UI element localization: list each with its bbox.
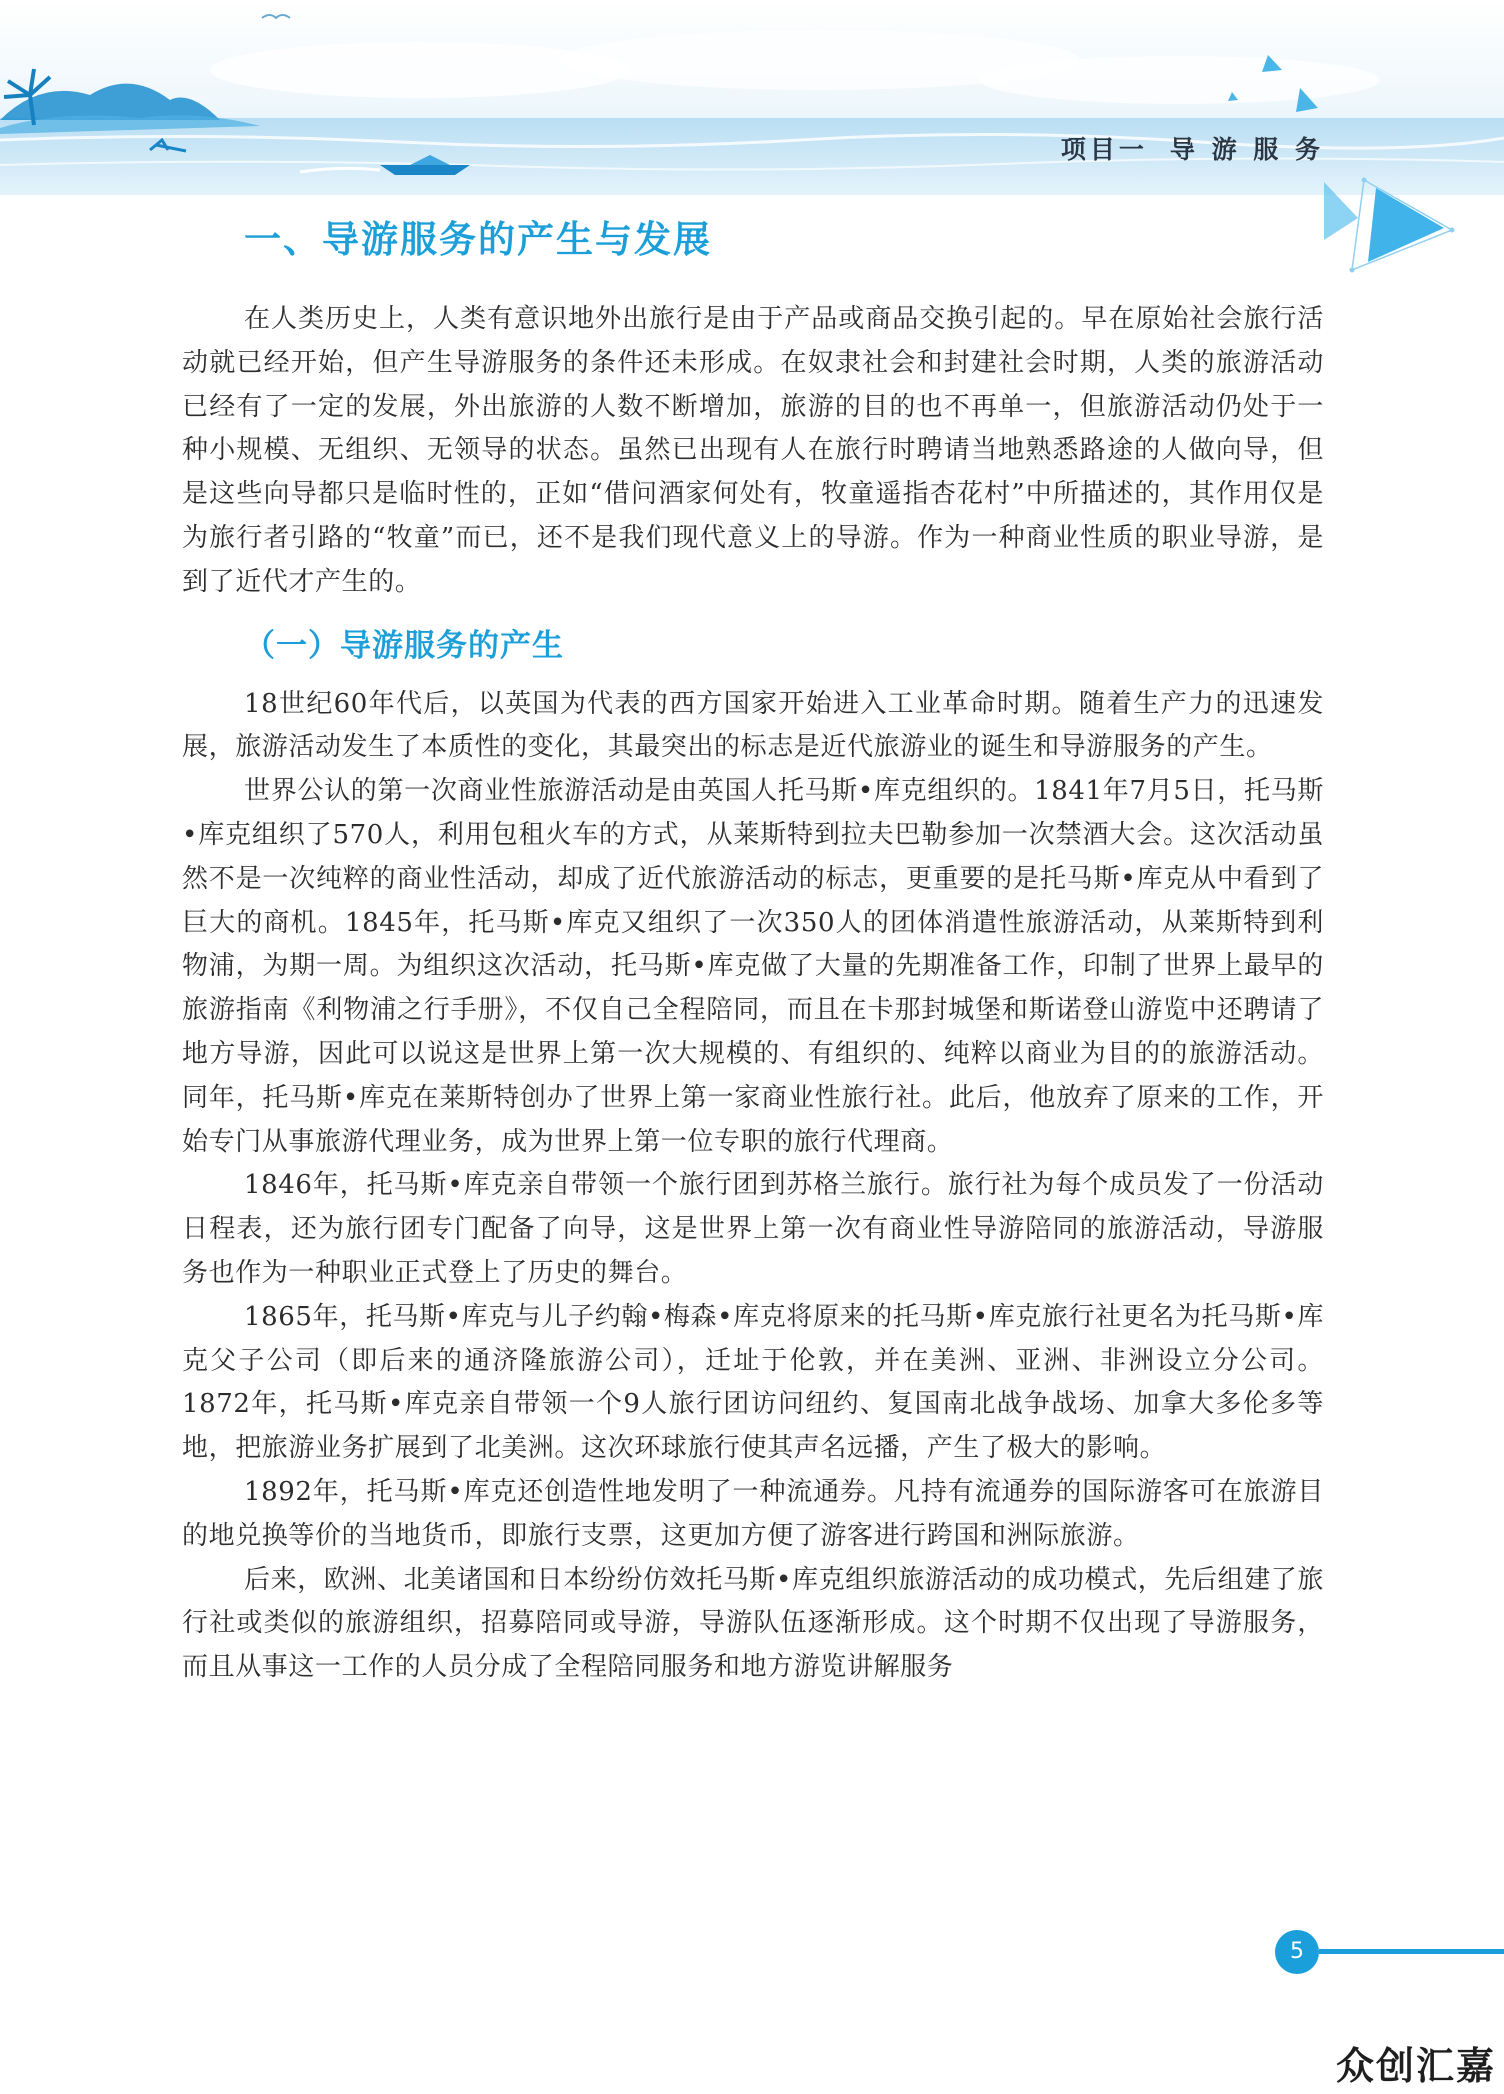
intro-paragraph: 在人类历史上，人类有意识地外出旅行是由于产品或商品交换引起的。早在原始社会旅行活动就已经开始，但产生导游服务的条件还未形成。在奴隶社会和封建社会时期，人类的旅游活动已经有了一定的发展，外出旅游的人数不断增加，旅游的目的也不再单一，但旅游活动仍处于一种小规模、无组织、无领导的状态。虽然已出现有人在旅行时聘请当地熟悉路途的人做向导，但是这些向导都只是临时性的，正如“借问酒家何处有，牧童遥指杏花村”中所描述的，其作用仅是为旅行者引路的“牧童”而已，还不是我们现代意义上的导游。作为一种商业性质的职业导游，是到了近代才产生的。 (182, 304, 1324, 597)
main-content (182, 212, 1324, 1690)
chapter-label: 导 游 服 务 (1169, 135, 1324, 164)
body-paragraph: 后来，欧洲、北美诸国和日本纷纷仿效托马斯•库克组织旅游活动的成功模式，先后组建了旅行社或类似的旅游组织，招募陪同或导游，导游队伍逐渐形成。这个时期不仅出现了导游服务，而且从事这一工作的人员分成了全程陪同服务和地方游览讲解服务 (182, 1564, 1324, 1683)
body-paragraph: 世界公认的第一次商业性旅游活动是由英国人托马斯•库克组织的。1841年7月5日，托马斯•库克组织了570人，利用包租火车的方式，从莱斯特到拉夫巴勒参加一次禁酒大会。这次活动虽然不是一次纯粹的商业性活动，却成了近代旅游活动的标志，更重要的是托马斯•库克从中看到了巨大的商机。1845年，托马斯•库克又组织了一次350人的团体消遣性旅游活动，从莱斯特到利物浦，为期一周。为组织这次活动，托马斯•库克做了大量的先期准备工作，印制了世界上最早的旅游指南《利物浦之行手册》，不仅自己全程陪同，而且在卡那封城堡和斯诺登山游览中还聘请了地方导游，因此可以说这是世界上第一次大规模的、有组织的、纯粹以商业为目的的旅游活动。同年，托马斯•库克在莱斯特创办了世界上第一家商业性旅行社。此后，他放弃了原来的工作，开始专门从事旅游代理业务，成为世界上第一位专职的旅行代理商。 (182, 776, 1324, 1157)
project-label: 项目一 (1060, 135, 1148, 164)
triangle-decoration-icon (1324, 40, 1504, 300)
section-title: 一、导游服务的产生与发展 (244, 218, 712, 261)
page-number-rule (1319, 1949, 1504, 1954)
page-number: 5 (1275, 1930, 1319, 1974)
body-paragraph: 1892年，托马斯•库克还创造性地发明了一种流通券。凡持有流通券的国际游客可在旅游目的地兑换等价的当地货币，即旅行支票，这更加方便了游客进行跨国和洲际旅游。 (182, 1476, 1324, 1551)
watermark-logo: 众创汇嘉 (1335, 2044, 1496, 2088)
body-paragraph: 18世纪60年代后，以英国为代表的西方国家开始进入工业革命时期。随着生产力的迅速发展，旅游活动发生了本质性的变化，其最突出的标志是近代旅游业的诞生和导游服务的产生。 (182, 688, 1324, 763)
running-header (1061, 130, 1324, 166)
body-paragraph: 1846年，托马斯•库克亲自带领一个旅行团到苏格兰旅行。旅行社为每个成员发了一份活动日程表，还为旅行团专门配备了向导，这是世界上第一次有商业性导游陪同的旅游活动，导游服务也作为一种职业正式登上了历史的舞台。 (182, 1170, 1324, 1288)
subsection-title: （一）导游服务的产生 (244, 627, 564, 664)
body-paragraph: 1865年，托马斯•库克与儿子约翰•梅森•库克将原来的托马斯•库克旅行社更名为托马斯•库克父子公司（即后来的通济隆旅游公司），迁址于伦敦，并在美洲、亚洲、非洲设立分公司。1872年，托马斯•库克亲自带领一个9人旅行团访问纽约、复国南北战争战场、加拿大多伦多等地，把旅游业务扩展到了北美洲。这次环球旅行使其声名远播，产生了极大的影响。 (182, 1301, 1324, 1464)
